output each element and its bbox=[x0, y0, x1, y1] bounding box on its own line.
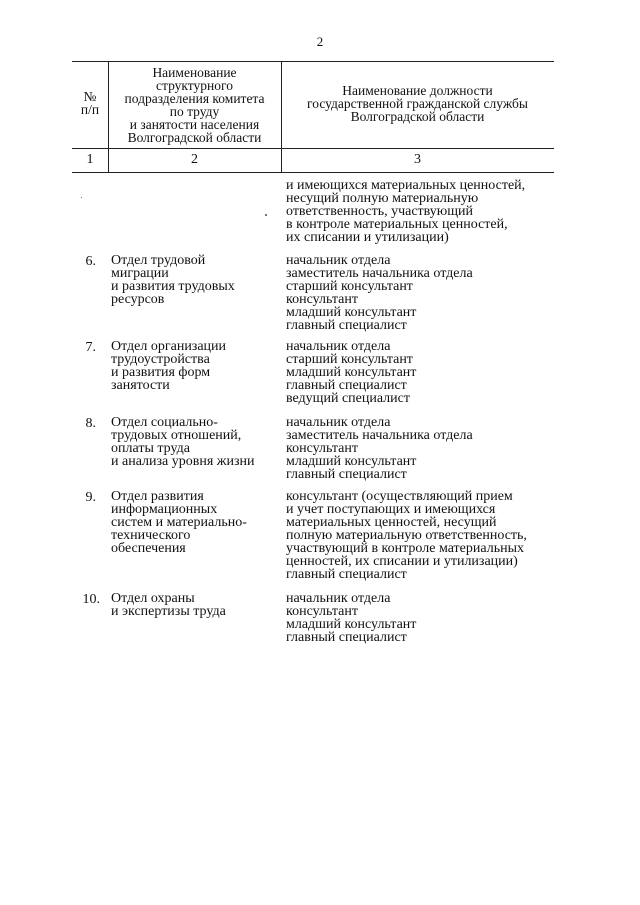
department-name bbox=[111, 592, 281, 618]
scan-speck bbox=[81, 197, 82, 198]
position-item: и учет поступающих и имеющихся bbox=[286, 502, 496, 517]
position-item: младший консультант bbox=[286, 365, 417, 380]
row-number: 8. bbox=[85, 416, 96, 431]
position-list bbox=[286, 340, 616, 405]
position-item: главный специалист bbox=[286, 630, 407, 645]
row-number: 6. bbox=[85, 254, 96, 269]
position-item: главный специалист bbox=[286, 467, 407, 482]
position-item: старший консультант bbox=[286, 352, 413, 367]
continuation-line: и имеющихся материальных ценностей, bbox=[286, 178, 526, 193]
scan-speck bbox=[265, 214, 267, 216]
department-line: обеспечения bbox=[111, 541, 186, 556]
position-item: старший консультант bbox=[286, 279, 413, 294]
header-col3-line: Наименование должности bbox=[342, 83, 493, 98]
position-item: материальных ценностей, несущий bbox=[286, 515, 497, 530]
department-line: и экспертизы труда bbox=[111, 604, 226, 619]
header-col3-line: государственной гражданской службы bbox=[307, 96, 528, 111]
row-number: 10. bbox=[82, 592, 100, 607]
table-top-border bbox=[72, 61, 554, 62]
continuation-line: ответственность, участвующий bbox=[286, 204, 474, 219]
header-col3 bbox=[281, 84, 554, 123]
position-list bbox=[286, 490, 616, 581]
department-line: информационных bbox=[111, 502, 218, 517]
position-item: начальник отдела bbox=[286, 415, 391, 430]
department-line: Отдел организации bbox=[111, 339, 227, 354]
position-item: консультант bbox=[286, 441, 358, 456]
position-item: консультант bbox=[286, 604, 358, 619]
department-name bbox=[111, 254, 281, 306]
department-line: и анализа уровня жизни bbox=[111, 454, 255, 469]
position-item: консультант (осуществляющий прием bbox=[286, 489, 513, 504]
department-line: и развития форм bbox=[111, 365, 211, 380]
position-item: заместитель начальника отдела bbox=[286, 266, 473, 281]
department-line: технического bbox=[111, 528, 191, 543]
continuation-line: их списании и утилизации) bbox=[286, 230, 449, 245]
department-line: трудовых отношений, bbox=[111, 428, 242, 443]
column-number-row-border bbox=[72, 172, 554, 173]
header-col2-line: и занятости населения bbox=[129, 117, 260, 132]
header-col2-line: подразделения комитета bbox=[124, 91, 265, 106]
position-item: начальник отдела bbox=[286, 591, 391, 606]
position-list bbox=[286, 416, 616, 481]
department-line: Отдел развития bbox=[111, 489, 204, 504]
department-line: трудоустройства bbox=[111, 352, 210, 367]
header-col1 bbox=[72, 90, 108, 116]
column-number-2: 2 bbox=[191, 152, 198, 167]
position-item: младший консультант bbox=[286, 617, 417, 632]
department-line: систем и материально- bbox=[111, 515, 247, 530]
department-name bbox=[111, 490, 281, 555]
department-line: Отдел охраны bbox=[111, 591, 195, 606]
position-item: ценностей, их списании и утилизации) bbox=[286, 554, 518, 569]
page-number: 2 bbox=[316, 34, 324, 49]
header-col2-line: по труду bbox=[169, 104, 220, 119]
row-number: 7. bbox=[85, 340, 96, 355]
department-line: Отдел социально- bbox=[111, 415, 218, 430]
position-list bbox=[286, 592, 616, 644]
header-col2 bbox=[108, 66, 281, 144]
row-number: 9. bbox=[85, 490, 96, 505]
department-name bbox=[111, 340, 281, 392]
header-col1-line: № bbox=[83, 89, 97, 104]
position-item: консультант bbox=[286, 292, 358, 307]
department-line: миграции bbox=[111, 266, 169, 281]
department-line: занятости bbox=[111, 378, 170, 393]
position-item: младший консультант bbox=[286, 305, 417, 320]
department-line: ресурсов bbox=[111, 292, 165, 307]
column-number-1: 1 bbox=[86, 152, 94, 167]
column-number-3: 3 bbox=[414, 152, 421, 167]
header-col3-line: Волгоградской области bbox=[350, 109, 485, 124]
position-item: полную материальную ответственность, bbox=[286, 528, 527, 543]
position-item: начальник отдела bbox=[286, 253, 391, 268]
position-item: главный специалист bbox=[286, 318, 407, 333]
header-col2-line: структурного bbox=[156, 78, 233, 93]
position-list bbox=[286, 254, 616, 332]
position-item: главный специалист bbox=[286, 378, 407, 393]
department-line: Отдел трудовой bbox=[111, 253, 206, 268]
position-item: ведущий специалист bbox=[286, 391, 410, 406]
header-col2-line: Волгоградской области bbox=[127, 130, 262, 145]
department-line: оплаты труда bbox=[111, 441, 190, 456]
position-item: участвующий в контроле материальных bbox=[286, 541, 524, 556]
position-item: заместитель начальника отдела bbox=[286, 428, 473, 443]
position-item: главный специалист bbox=[286, 567, 407, 582]
position-item: начальник отдела bbox=[286, 339, 391, 354]
position-item: младший консультант bbox=[286, 454, 417, 469]
continuation-line: несущий полную материальную bbox=[286, 191, 479, 206]
department-line: и развития трудовых bbox=[111, 279, 235, 294]
continuation-text bbox=[286, 179, 616, 244]
header-col1-line: п/п bbox=[80, 102, 100, 117]
header-bottom-border bbox=[72, 148, 554, 149]
continuation-line: в контроле материальных ценностей, bbox=[286, 217, 508, 232]
department-name bbox=[111, 416, 281, 468]
header-col2-line: Наименование bbox=[152, 65, 237, 80]
